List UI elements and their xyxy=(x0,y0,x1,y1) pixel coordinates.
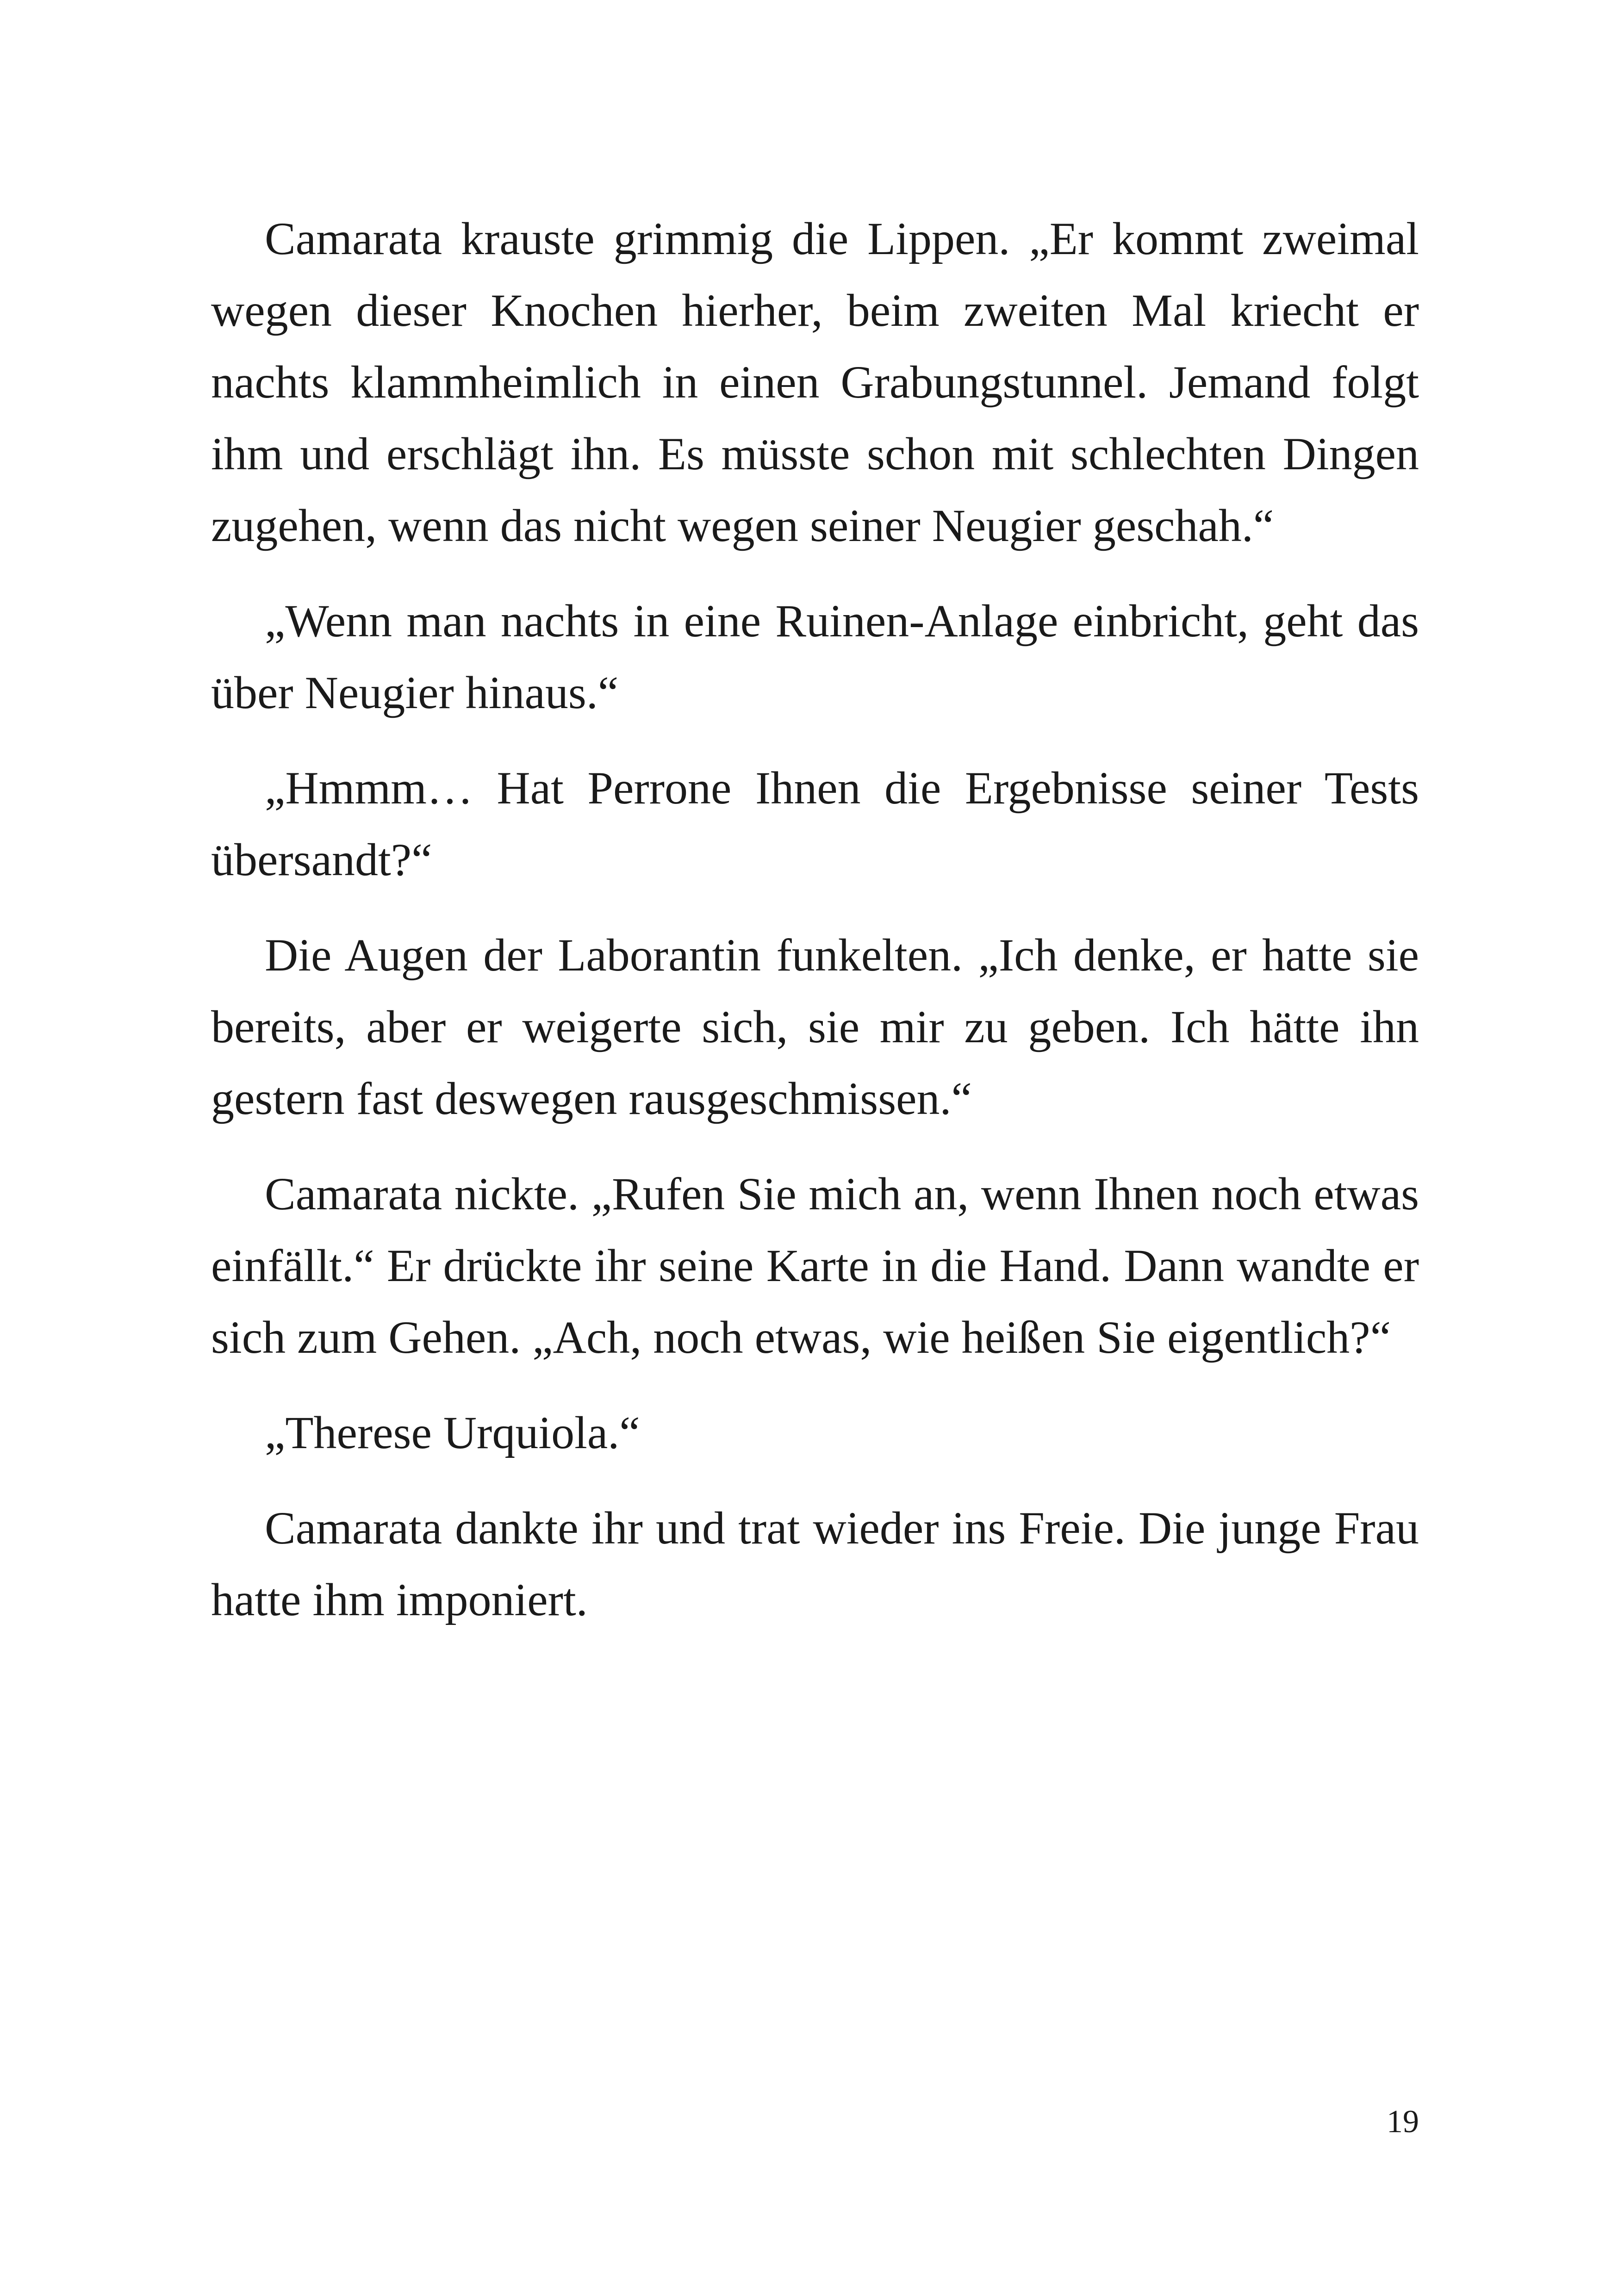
paragraph-2: „Wenn man nachts in eine Ruinen-Anlage einbricht, geht das über Neugier hinaus.“ xyxy=(211,595,1419,718)
paragraph-5: Camarata nickte. „Rufen Sie mich an, wenn Ihnen noch etwas einfällt.“ Er drückte ihr seine Karte in die Hand. Dann wandte er sich zum Gehen. „Ach, noch etwas, wie heißen Sie eigentlich?“ xyxy=(211,1168,1419,1363)
paragraph-6: „Therese Urquiola.“ xyxy=(265,1407,640,1458)
paragraph-4: Die Augen der Laborantin funkelten. „Ich denke, er hatte sie bereits, aber er weigerte sich, sie mir zu geben. Ich hätte ihn gestern fast deswegen rausgeschmissen.“ xyxy=(211,929,1419,1124)
page-number: 19 xyxy=(1387,2104,1419,2140)
paragraph-1: Camarata krauste grimmig die Lippen. „Er kommt zweimal wegen dieser Knochen hierher, beim zweiten Mal kriecht er nachts klammheimlich in einen Grabungstunnel. Jemand folgt ihm und erschlägt ihn. Es müsste schon mit schlechten Dingen zugehen, wenn das nicht wegen seiner Neugier geschah.“ xyxy=(211,213,1419,551)
paragraph-3: „Hmmm… Hat Perrone Ihnen die Ergebnisse seiner Tests übersandt?“ xyxy=(211,762,1419,885)
paragraph-7: Camarata dankte ihr und trat wieder ins Freie. Die junge Frau hatte ihm imponiert. xyxy=(211,1502,1419,1625)
body-text xyxy=(211,203,1419,1659)
